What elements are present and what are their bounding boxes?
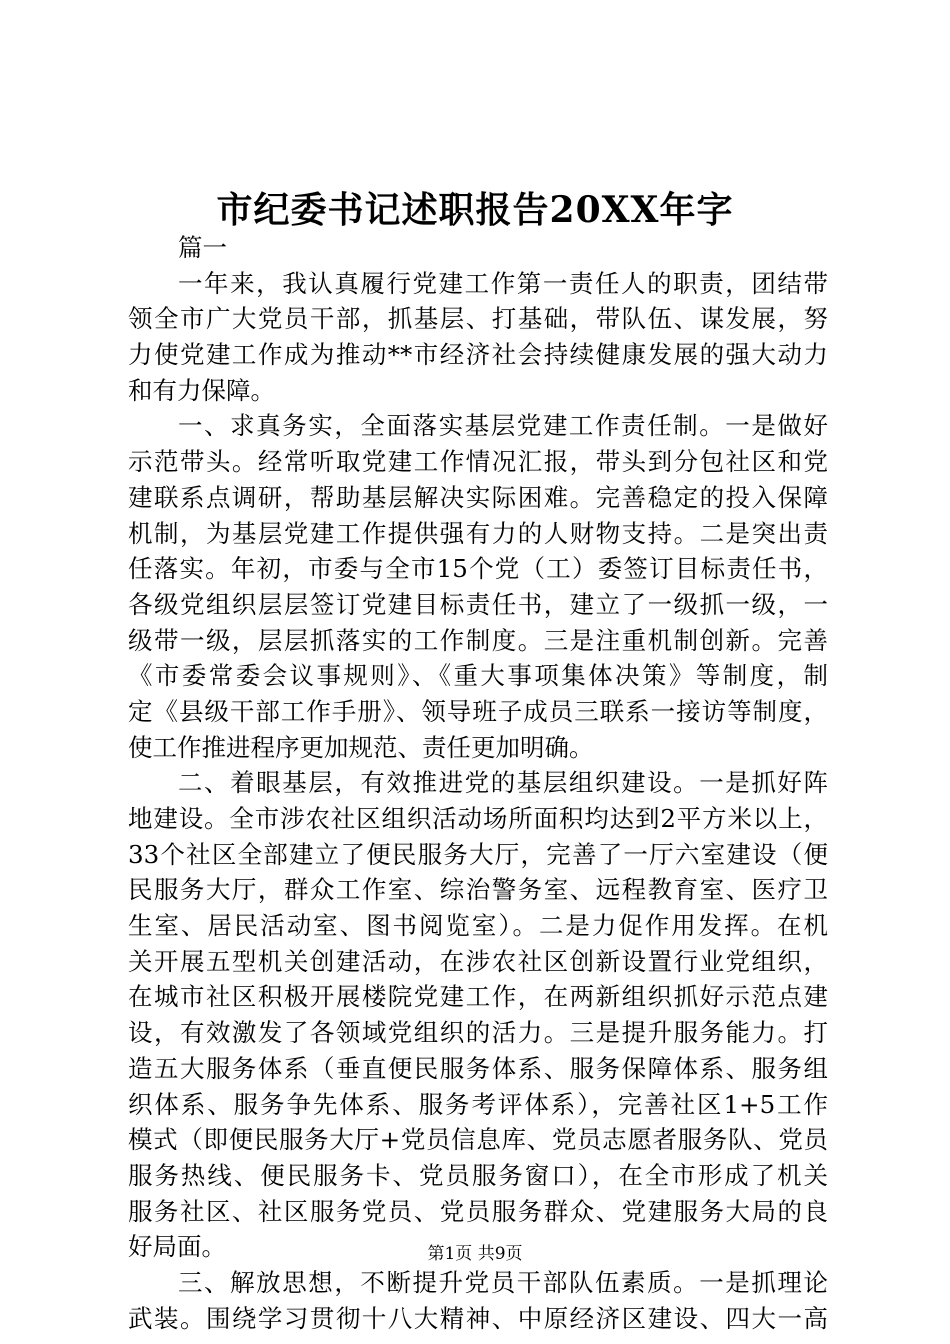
paragraph-line: 二、着眼基层，有效推进党的基层组织建设。一是抓好阵 — [178, 768, 828, 798]
paragraph-line: 生室、居民活动室、图书阅览室）。二是力促作用发挥。在机 — [128, 911, 828, 941]
paragraph-line: 定《县级干部工作手册》、领导班子成员三联系一接访等制度， — [128, 696, 828, 726]
paragraph-line: 设，有效激发了各领域党组织的活力。三是提升服务能力。打 — [128, 1018, 828, 1048]
paragraph-line: 织体系、服务争先体系、服务考评体系），完善社区1+5工作 — [128, 1089, 828, 1119]
paragraph-line: 力使党建工作成为推动**市经济社会持续健康发展的强大动力 — [128, 340, 828, 370]
paragraph-line: 《市委常委会议事规则》、《重大事项集体决策》等制度，制 — [128, 661, 828, 691]
paragraph-line: 在城市社区积极开展楼院党建工作，在两新组织抓好示范点建 — [128, 982, 828, 1012]
paragraph-line: 级带一级，层层抓落实的工作制度。三是注重机制创新。完善 — [128, 625, 828, 655]
paragraph-line: 机制，为基层党建工作提供强有力的人财物支持。二是突出责 — [128, 518, 828, 548]
paragraph-line: 模式（即便民服务大厅+党员信息库、党员志愿者服务队、党员 — [128, 1125, 828, 1155]
paragraph-line: 示范带头。经常听取党建工作情况汇报，带头到分包社区和党 — [128, 447, 828, 477]
paragraph-line: 好局面。 — [128, 1232, 226, 1262]
paragraph-line: 各级党组织层层签订党建目标责任书，建立了一级抓一级，一 — [128, 589, 828, 619]
paragraph-line: 任落实。年初，市委与全市15个党（工）委签订目标责任书， — [128, 554, 828, 584]
page-number-footer: 第1页 共9页 — [427, 1244, 523, 1264]
paragraph-line: 服务热线、便民服务卡、党员服务窗口），在全市形成了机关 — [128, 1160, 828, 1190]
paragraph-line: 和有力保障。 — [128, 375, 275, 405]
paragraph-line: 造五大服务体系（垂直便民服务体系、服务保障体系、服务组 — [128, 1053, 828, 1083]
paragraph-line: 武装。围绕学习贯彻十八大精神、中原经济区建设、四大一高 — [128, 1303, 828, 1333]
paragraph-line: 33个社区全部建立了便民服务大厅，完善了一厅六室建设（便 — [128, 839, 828, 869]
paragraph-line: 三、解放思想，不断提升党员干部队伍素质。一是抓理论 — [178, 1267, 828, 1297]
document-title: 市纪委书记述职报告20XX年字 — [216, 189, 734, 231]
section-heading-line: 篇一 — [178, 233, 227, 262]
paragraph-line: 地建设。全市涉农社区组织活动场所面积均达到2平方米以上， — [128, 804, 828, 833]
paragraph-line: 一、求真务实，全面落实基层党建工作责任制。一是做好 — [178, 411, 828, 441]
paragraph-line: 使工作推进程序更加规范、责任更加明确。 — [128, 732, 594, 762]
paragraph-line: 民服务大厅，群众工作室、综治警务室、远程教育室、医疗卫 — [128, 875, 828, 905]
document-body — [128, 230, 828, 1336]
paragraph-line: 领全市广大党员干部，抓基层、打基础，带队伍、谋发展，努 — [128, 304, 828, 334]
paragraph-line: 建联系点调研，帮助基层解决实际困难。完善稳定的投入保障 — [128, 482, 828, 512]
paragraph-line: 一年来，我认真履行党建工作第一责任人的职责，团结带 — [178, 268, 828, 298]
paragraph-line: 服务社区、社区服务党员、党员服务群众、党建服务大局的良 — [128, 1196, 828, 1226]
paragraph-line: 关开展五型机关创建活动，在涉农社区创新设置行业党组织， — [128, 946, 828, 976]
